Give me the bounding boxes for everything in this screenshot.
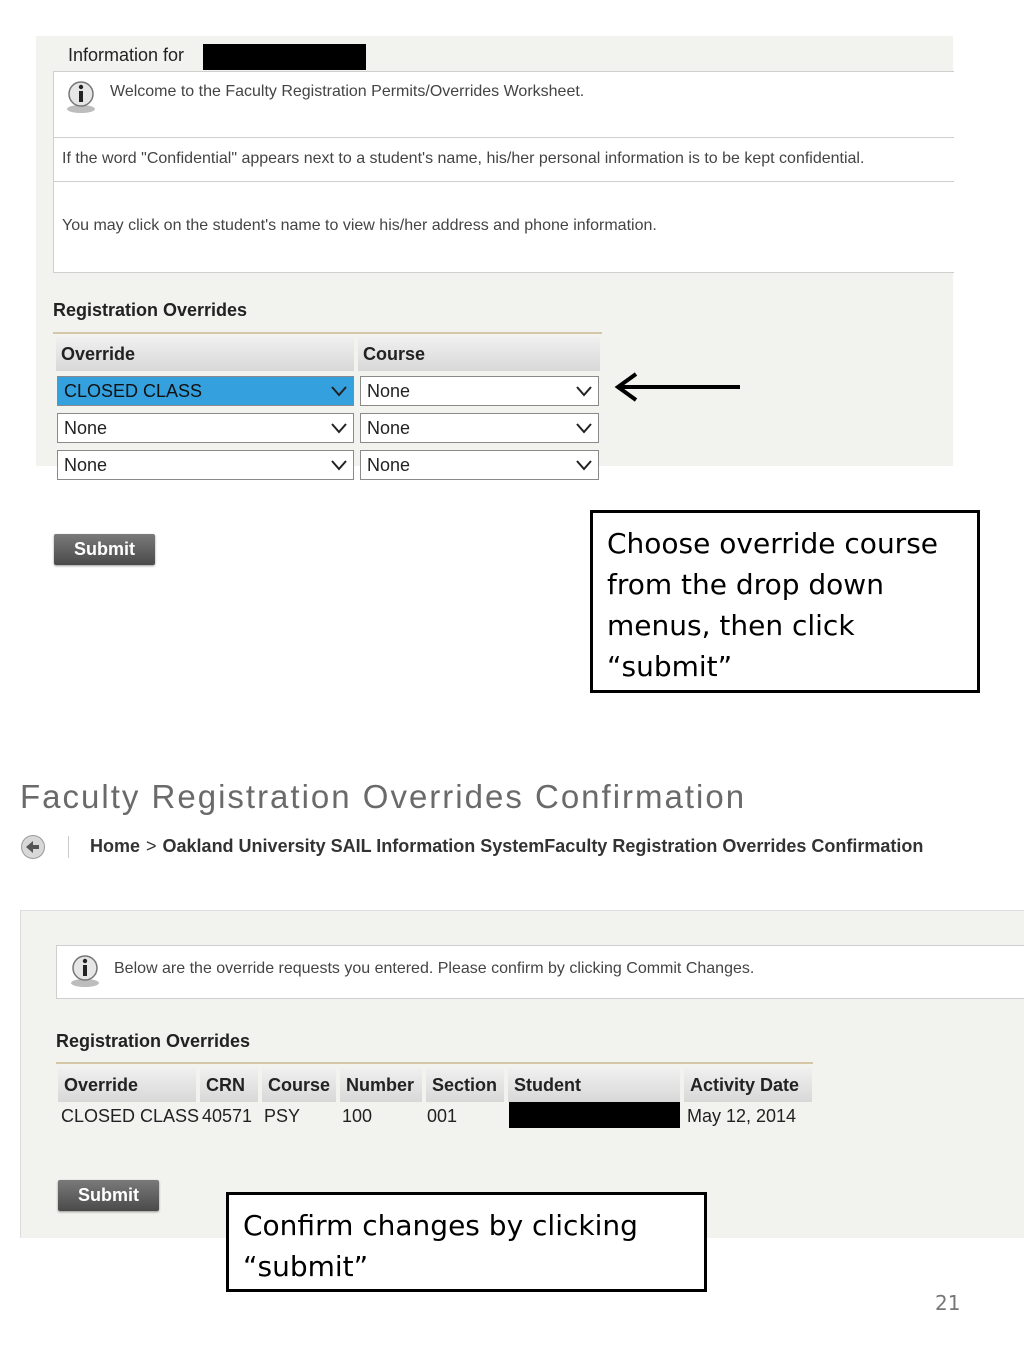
chevron-down-icon	[574, 419, 594, 437]
column-header-activity-date: Activity Date	[684, 1068, 812, 1102]
info-icon	[63, 80, 99, 114]
redacted-student-cell	[509, 1102, 680, 1128]
confirm-submit-button[interactable]: Submit	[58, 1180, 159, 1211]
course-header: Course	[358, 337, 600, 371]
column-header-crn: CRN	[200, 1068, 258, 1102]
confirmation-section-title: Registration Overrides	[56, 1031, 251, 1051]
cell-number: 100	[342, 1106, 373, 1126]
info-message-box	[53, 71, 954, 273]
confirmation-message-text: Below are the override requests you entered. Please confirm by clicking Commit Changes.	[114, 960, 755, 977]
course-select-1[interactable]	[360, 376, 599, 406]
course-select-1-value: None	[367, 381, 411, 401]
column-header-section: Section	[426, 1068, 504, 1102]
chevron-down-icon	[574, 382, 594, 400]
info-icon	[67, 954, 103, 988]
chevron-down-icon	[574, 456, 594, 474]
breadcrumb-home-link[interactable]: Home	[90, 836, 141, 856]
cell-override: CLOSED CLASS	[61, 1106, 200, 1126]
back-arrow-icon[interactable]	[20, 834, 46, 860]
page-title: Faculty Registration Overrides Confirmation	[20, 778, 747, 815]
column-header-number: Number	[340, 1068, 422, 1102]
welcome-row	[54, 72, 954, 138]
breadcrumb	[90, 836, 923, 857]
column-header-course: Course	[262, 1068, 336, 1102]
welcome-text: Welcome to the Faculty Registration Permits/Overrides Worksheet.	[110, 83, 585, 100]
course-select-2[interactable]	[360, 413, 599, 443]
breadcrumb-trail-link[interactable]: Oakland University SAIL Information SystemFaculty Registration Overrides Confirmation	[162, 836, 924, 856]
slide-number: 21	[935, 1291, 961, 1315]
information-for-label: Information for	[68, 45, 185, 65]
click-name-text: You may click on the student's name to view his/her address and phone information.	[62, 217, 657, 234]
title-divider	[53, 332, 602, 334]
choose-override-callout: Choose override course from the drop down menus, then click “submit”	[590, 510, 980, 693]
breadcrumb-separator: >	[146, 836, 157, 856]
chevron-down-icon	[329, 382, 349, 400]
cell-activity-date: May 12, 2014	[687, 1106, 797, 1126]
override-select-2[interactable]	[57, 413, 354, 443]
registration-overrides-title: Registration Overrides	[53, 300, 248, 320]
confirm-changes-callout: Confirm changes by clicking “submit”	[226, 1192, 707, 1292]
confirmation-message-box	[56, 945, 1024, 999]
override-select-1-value: CLOSED CLASS	[64, 381, 203, 401]
override-header: Override	[56, 337, 354, 371]
override-select-2-value: None	[64, 418, 108, 438]
column-header-override: Override	[58, 1068, 196, 1102]
course-select-2-value: None	[367, 418, 411, 438]
column-header-student: Student	[508, 1068, 680, 1102]
redacted-student-name	[203, 44, 366, 70]
submit-button[interactable]: Submit	[54, 534, 155, 565]
course-select-3[interactable]	[360, 450, 599, 480]
cell-crn: 40571	[202, 1106, 253, 1126]
title-divider	[56, 1062, 813, 1064]
chevron-down-icon	[329, 419, 349, 437]
cell-course: PSY	[264, 1106, 301, 1126]
override-select-1[interactable]	[57, 376, 354, 406]
cell-section: 001	[427, 1106, 458, 1126]
override-select-3-value: None	[64, 455, 108, 475]
override-select-3[interactable]	[57, 450, 354, 480]
pointer-arrow-icon	[612, 370, 744, 404]
confidential-row	[54, 138, 954, 182]
click-name-row	[54, 182, 954, 271]
breadcrumb-divider	[68, 836, 69, 858]
chevron-down-icon	[329, 456, 349, 474]
confidential-text: If the word "Confidential" appears next to a student's name, his/her personal information is to be kept confidential.	[62, 150, 865, 167]
course-select-3-value: None	[367, 455, 411, 475]
